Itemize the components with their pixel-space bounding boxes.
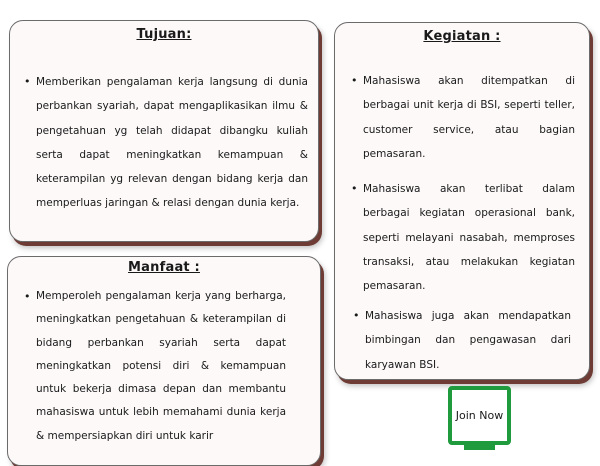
kegiatan-title: Kegiatan : xyxy=(423,29,501,44)
join-now-button[interactable]: Join Now xyxy=(448,386,511,445)
manfaat-item: • Memperoleh pengalaman kerja yang berharga, meningkatkan pengetahuan & keterampilan di bidang perbankan syariah serta dapat meningkatkan potensi diri & kemampuan untuk bekerja dimasa depan dan membantu mahasiswa untuk lebih memahami dunia kerja & mempersiapkan diri untuk karir xyxy=(36,285,286,448)
manfaat-title: Manfaat : xyxy=(128,260,200,275)
kegiatan-item: • Mahasiswa akan ditempatkan di berbagai unit kerja di BSI, seperti teller, customer service, atau bagian pemasaran. xyxy=(363,69,575,166)
kegiatan-card xyxy=(334,22,590,380)
tujuan-title: Tujuan: xyxy=(136,27,192,42)
tujuan-item: • Memberikan pengalaman kerja langsung di dunia perbankan syariah, dapat mengaplikasikan ilmu & pengetahuan yg telah didapat dibangku kuliah serta dapat meningkatkan kemampuan & keterampilan yg relevan dengan bidang kerja dan memperluas jaringan & relasi dengan dunia kerja. xyxy=(36,70,308,216)
kegiatan-item: • Mahasiswa akan terlibat dalam berbagai kegiatan operasional bank, seperti melayani nasabah, memproses transaksi, atau melakukan kegiatan pemasaran. xyxy=(363,177,575,298)
kegiatan-item: • Mahasiswa juga akan mendapatkan bimbingan dan pengawasan dari karyawan BSI. xyxy=(365,304,571,377)
join-button-stand xyxy=(464,444,495,450)
tujuan-card xyxy=(9,20,319,242)
manfaat-card xyxy=(7,256,321,466)
